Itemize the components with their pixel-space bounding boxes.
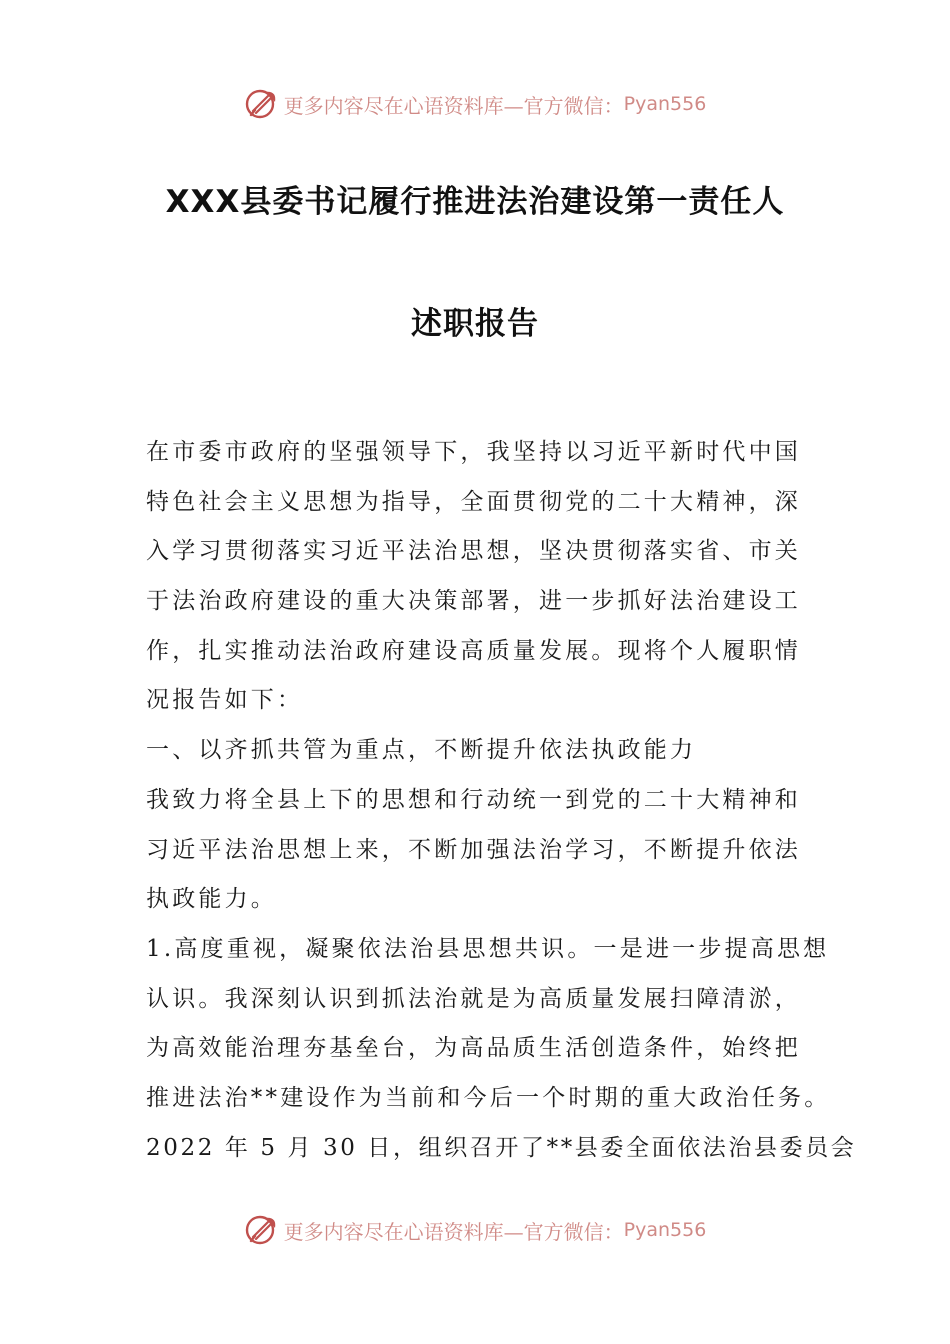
body-line: 作，扎实推动法治政府建设高质量发展。现将个人履职情 xyxy=(146,637,801,664)
header-watermark-banner xyxy=(0,82,950,126)
body-line: 习近平法治思想上来，不断加强法治学习，不断提升依法 xyxy=(146,836,801,863)
body-line: 1.高度重视，凝聚依法治县思想共识。一是进一步提高思想 xyxy=(146,935,830,962)
quill-logo-icon xyxy=(244,86,280,122)
document-body xyxy=(146,428,857,1173)
banner-wechat-label: 官方微信： xyxy=(523,1219,624,1244)
body-line: 我致力将全县上下的思想和行动统一到党的二十大精神和 xyxy=(146,786,801,813)
body-line: 2022 年 5 月 30 日，组织召开了**县委全面依法治县委员会 xyxy=(146,1134,857,1161)
body-line: 认识。我深刻认识到抓法治就是为高质量发展扫障清淤， xyxy=(146,985,801,1012)
document-title-line2: 述职报告 xyxy=(411,306,539,342)
banner-slogan: 更多内容尽在心语资料库 xyxy=(283,1219,504,1244)
body-line: 推进法治**建设作为当前和今后一个时期的重大政治任务。 xyxy=(146,1084,831,1111)
body-line: 执政能力。 xyxy=(146,886,277,913)
body-line: 为高效能治理夯基垒台，为高品质生活创造条件，始终把 xyxy=(146,1035,801,1062)
document-title-line1: XXX县委书记履行推进法治建设第一责任人 xyxy=(165,184,785,220)
body-line: 入学习贯彻落实习近平法治思想，坚决贯彻落实省、市关 xyxy=(146,538,801,565)
body-line: 特色社会主义思想为指导，全面贯彻党的二十大精神，深 xyxy=(146,488,801,515)
banner-dash: — xyxy=(503,93,524,118)
quill-logo-icon xyxy=(244,1212,280,1248)
banner-dash: — xyxy=(503,1219,524,1244)
banner-slogan: 更多内容尽在心语资料库 xyxy=(283,93,504,118)
banner-wechat-id: Pyan556 xyxy=(623,93,707,115)
banner-wechat-id: Pyan556 xyxy=(623,1219,707,1241)
footer-watermark-banner xyxy=(0,1208,950,1252)
section-heading: 一、以齐抓共管为重点，不断提升依法执政能力 xyxy=(146,737,697,764)
body-line: 况报告如下： xyxy=(146,687,304,714)
body-line: 在市委市政府的坚强领导下，我坚持以习近平新时代中国 xyxy=(146,439,801,465)
body-line: 于法治政府建设的重大决策部署，进一步抓好法治建设工 xyxy=(146,588,801,615)
banner-wechat-label: 官方微信： xyxy=(523,93,624,118)
